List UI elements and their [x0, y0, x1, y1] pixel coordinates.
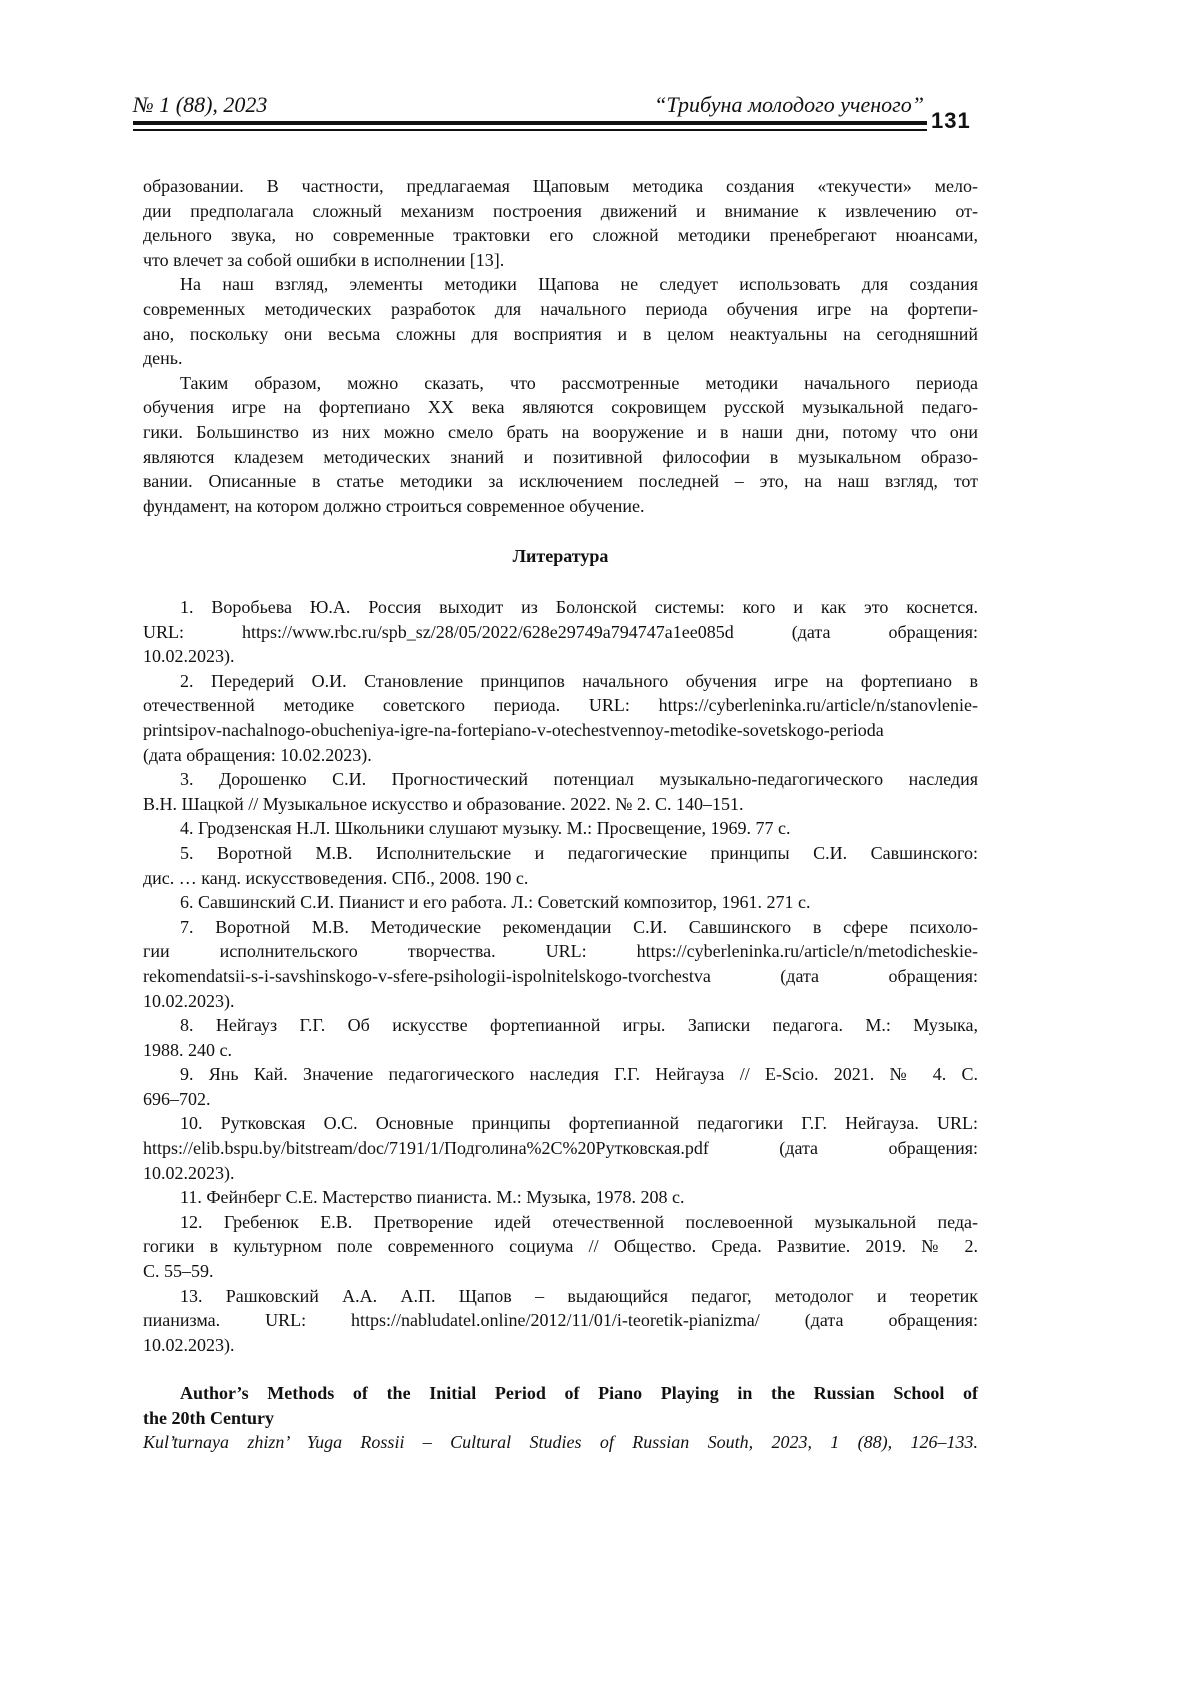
references-list	[143, 595, 978, 1357]
text-line: URL: https://www.rbc.ru/spb_sz/28/05/2022/628e29749a794747a1ee085d (дата обращения:	[143, 620, 978, 645]
text-line: В.Н. Шацкой // Музыкальное искусство и образование. 2022. № 2. С. 140–151.	[143, 792, 978, 817]
text-line: С. 55–59.	[143, 1259, 978, 1284]
issue-number: № 1 (88), 2023	[133, 92, 267, 118]
english-citation: Kul’turnaya zhizn’ Yuga Rossii – Cultural Studies of Russian South, 2023, 1 (88), 126–133.	[143, 1430, 978, 1455]
reference-item	[143, 767, 978, 816]
text-line: printsipov-nachalnogo-obucheniya-igre-na-fortepiano-v-otechestvennoy-metodike-sovetskogo-perioda	[143, 718, 978, 743]
text-line: 7. Воротной М.В. Методические рекомендации С.И. Савшинского в сфере психоло-	[143, 915, 978, 940]
references-heading: Литература	[143, 546, 978, 567]
text-line: 10.02.2023).	[143, 1161, 978, 1186]
header-rule-thin	[133, 129, 927, 131]
reference-item	[143, 669, 978, 767]
text-line: 9. Янь Кай. Значение педагогического наследия Г.Г. Нейгауза // E-Scio. 2021. № 4. С.	[143, 1062, 978, 1087]
text-line: гии исполнительского творчества. URL: https://cyberleninka.ru/article/n/metodicheskie-	[143, 939, 978, 964]
text-line: современных методических разработок для начального периода обучения игре на фортепи-	[143, 297, 978, 322]
reference-item	[143, 1210, 978, 1284]
reference-item	[143, 915, 978, 1013]
paragraph	[143, 371, 978, 519]
text-line: 5. Воротной М.В. Исполнительские и педагогические принципы С.И. Савшинского:	[143, 841, 978, 866]
text-line: являются кладезем методических знаний и позитивной философии в музыкальном образо-	[143, 445, 978, 470]
text-line: гогики в культурном поле современного социума // Общество. Среда. Развитие. 2019. № 2.	[143, 1234, 978, 1259]
reference-item	[143, 1185, 978, 1210]
text-line: гики. Большинство из них можно смело брать на вооружение и в наши дни, потому что они	[143, 420, 978, 445]
reference-item	[143, 890, 978, 915]
paragraph	[143, 272, 978, 370]
text-line: что влечет за собой ошибки в исполнении [13].	[143, 248, 978, 273]
text-line: дии предполагала сложный механизм построения движений и внимание к извлечению от-	[143, 199, 978, 224]
text-line: 2. Передерий О.И. Становление принципов начального обучения игре на фортепиано в	[143, 669, 978, 694]
reference-item	[143, 1111, 978, 1185]
text-line: Таким образом, можно сказать, что рассмотренные методики начального периода	[143, 371, 978, 396]
text-line: 4. Гродзенская Н.Л. Школьники слушают музыку. М.: Просвещение, 1969. 77 с.	[143, 816, 978, 841]
paragraph	[143, 174, 978, 272]
text-line: 1. Воробьева Ю.А. Россия выходит из Болонской системы: кого и как это коснется.	[143, 595, 978, 620]
text-line: 10. Рутковская О.С. Основные принципы фортепианной педагогики Г.Г. Нейгауза. URL:	[143, 1111, 978, 1136]
reference-item	[143, 1013, 978, 1062]
text-line: 1988. 240 с.	[143, 1038, 978, 1063]
page-number: 131	[931, 108, 971, 134]
text-line: образовании. В частности, предлагаемая Щаповым методика создания «текучести» мело-	[143, 174, 978, 199]
header-rule-thick	[133, 121, 927, 125]
text-line: дис. … канд. искусствоведения. СПб., 2008. 190 с.	[143, 866, 978, 891]
journal-section: “Трибуна молодого ученого”	[654, 92, 924, 118]
text-line: 696–702.	[143, 1087, 978, 1112]
text-line: 10.02.2023).	[143, 1333, 978, 1358]
text-line: На наш взгляд, элементы методики Щапова не следует использовать для создания	[143, 272, 978, 297]
text-line: пианизма. URL: https://nabludatel.online/2012/11/01/i-teoretik-pianizma/ (дата обращения:	[143, 1308, 978, 1333]
text-line: 6. Савшинский С.И. Пианист и его работа. Л.: Советский композитор, 1961. 271 с.	[143, 890, 978, 915]
reference-item	[143, 1062, 978, 1111]
text-line: вании. Описанные в статье методики за исключением последней – это, на наш взгляд, тот	[143, 469, 978, 494]
text-line: день.	[143, 346, 978, 371]
text-line: https://elib.bspu.by/bitstream/doc/7191/1/Подголина%2C%20Рутковская.pdf (дата обращения:	[143, 1136, 978, 1161]
text-line: фундамент, на котором должно строиться современное обучение.	[143, 494, 978, 519]
text-line: 8. Нейгауз Г.Г. Об искусстве фортепианной игры. Записки педагога. М.: Музыка,	[143, 1013, 978, 1038]
text-line: 12. Гребенюк Е.В. Претворение идей отечественной послевоенной музыкальной педа-	[143, 1210, 978, 1235]
text-line: дельного звука, но современные трактовки его сложной методики пренебрегают нюансами,	[143, 223, 978, 248]
text-line: 3. Дорошенко С.И. Прогностический потенциал музыкально-педагогического наследия	[143, 767, 978, 792]
text-line: (дата обращения: 10.02.2023).	[143, 743, 978, 768]
reference-item	[143, 816, 978, 841]
english-abstract	[143, 1381, 978, 1455]
text-line: 10.02.2023).	[143, 989, 978, 1014]
english-title-line: Author’s Methods of the Initial Period of Piano Playing in the Russian School of	[143, 1381, 978, 1406]
reference-item	[143, 1284, 978, 1358]
text-line: 11. Фейнберг С.Е. Мастерство пианиста. М.: Музыка, 1978. 208 с.	[143, 1185, 978, 1210]
reference-item	[143, 841, 978, 890]
reference-item	[143, 595, 978, 669]
text-line: 10.02.2023).	[143, 644, 978, 669]
text-line: обучения игре на фортепиано XX века являются сокровищем русской музыкальной педаго-	[143, 395, 978, 420]
text-line: отечественной методике советского периода. URL: https://cyberleninka.ru/article/n/stanovlenie-	[143, 693, 978, 718]
text-line: rekomendatsii-s-i-savshinskogo-v-sfere-psihologii-ispolnitelskogo-tvorchestva (дата обращения:	[143, 964, 978, 989]
text-line: 13. Рашковский А.А. А.П. Щапов – выдающийся педагог, методолог и теоретик	[143, 1284, 978, 1309]
text-line: ано, поскольку они весьма сложны для восприятия и в целом неактуальны на сегодняшний	[143, 322, 978, 347]
english-title-line: the 20th Century	[143, 1406, 978, 1431]
body-text	[143, 174, 978, 518]
